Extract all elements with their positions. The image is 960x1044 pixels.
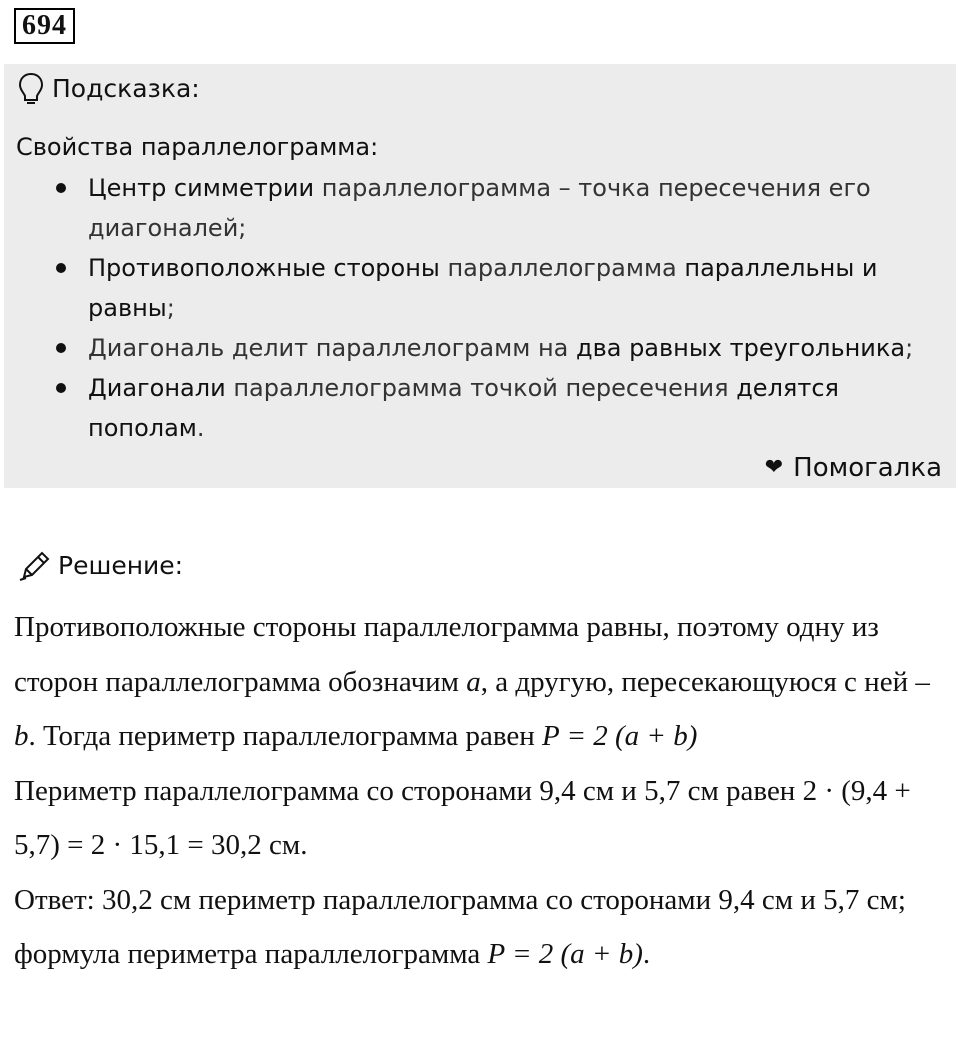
list-item: Центр симметрии параллелограмма – точка пересечения его диагоналей; [88,168,940,248]
brand-label: Помогалка [793,453,942,483]
hint-header [18,72,200,106]
solution-body [14,600,949,982]
perimeter-formula: P = 2 (a + b) [542,720,698,752]
list-item: Противоположные стороны параллелограмма параллельны и равны; [88,248,940,328]
hint-intro: Свойства параллелограмма: [16,133,379,161]
solution-header [18,548,183,584]
hint-title: Подсказка: [52,74,200,103]
answer-paragraph: Ответ: 30,2 см периметр параллелограмма со сторонами 9,4 см и 5,7 см; формула периметра параллелограмма P = 2 (a + b). [14,883,906,970]
solution-paragraph-2: Периметр параллелограмма со сторонами 9,4 см и 5,7 см равен 2 · (9,4 + 5,7) = 2 · 15,1 = 30,2 см. [14,774,911,861]
list-item: Диагонали параллелограмма точкой пересечения делятся пополам. [88,368,940,448]
list-item: Диагональ делит параллелограмм на два равных треугольника; [88,328,940,368]
brand-link[interactable] [765,450,942,486]
pencil-icon [18,549,52,583]
heart-icon: ❤ [764,455,784,480]
solution-paragraph-1: Противоположные стороны параллелограмма равны, поэтому одну из сторон параллелограмма обозначим a, а другую, пересекающуюся с ней – b. Тогда периметр параллелограмма равен P = 2 (a + b) [14,611,930,752]
lightbulb-icon [18,72,44,106]
solution-title: Решение: [58,551,184,580]
hint-list [4,168,940,448]
hint-panel [4,64,956,488]
problem-number: 694 [14,8,75,44]
